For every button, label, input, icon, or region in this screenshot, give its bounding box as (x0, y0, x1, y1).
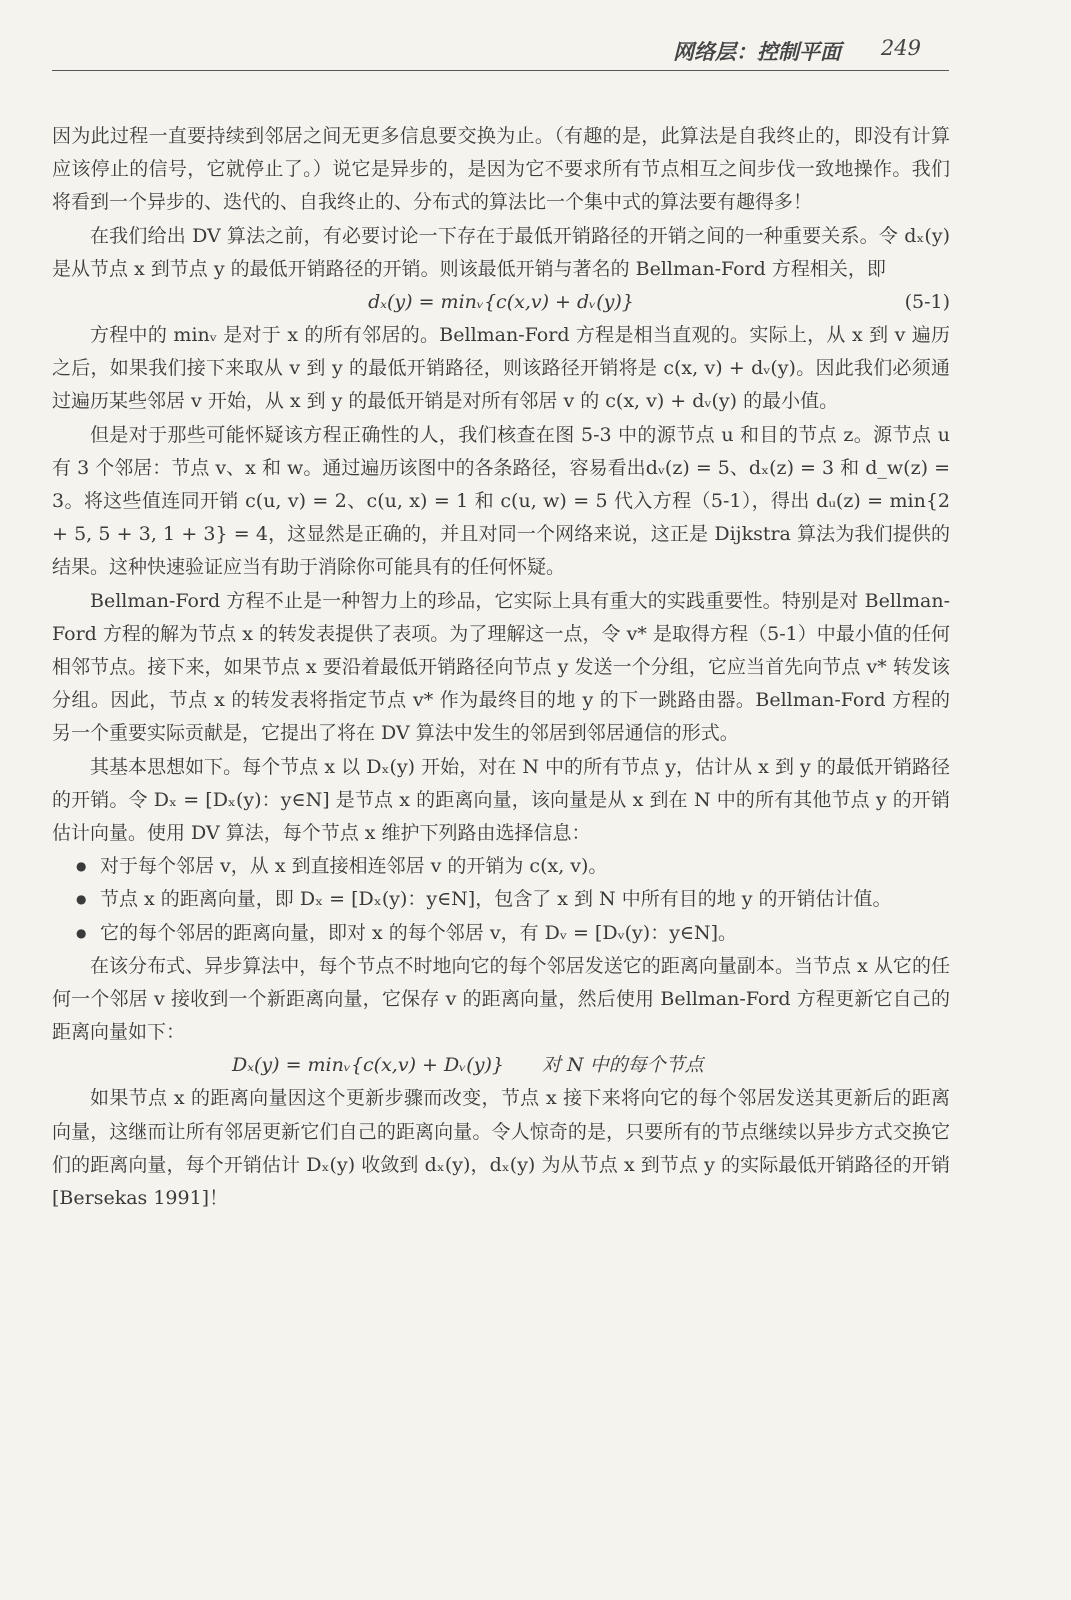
equation-number: (5-1) (904, 291, 950, 314)
update-equation: Dₓ(y) = minᵥ{c(x,v) + Dᵥ(y)} 对 N 中的每个节点 (232, 1054, 704, 1077)
equation-text: dₓ(y) = minᵥ{c(x,v) + dᵥ(y)} (368, 291, 634, 314)
paragraph: 因为此过程一直要持续到邻居之间无更多信息要交换为止。（有趣的是，此算法是自我终止的，即没有计算应该停止的信号，它就停止了。）说它是异步的，是因为它不要求所有节点相互之间步伐一致地操作。我们将看到一个异步的、迭代的、自我终止的、分布式的算法比一个集中式的算法要有趣得多！ (52, 125, 950, 214)
list-item: ● 它的每个邻居的距离向量，即对 x 的每个邻居 v，有 Dᵥ = [Dᵥ(y)：y∈N]。 (100, 917, 950, 950)
list-item: ● 节点 x 的距离向量，即 Dₓ = [Dₓ(y)：y∈N]，包含了 x 到 N 中所有目的地 y 的开销估计值。 (100, 883, 950, 916)
paragraph: 如果节点 x 的距离向量因这个更新步骤而改变，节点 x 接下来将向它的每个邻居发送其更新后的距离向量，这继而让所有邻居更新它们自己的距离向量。令人惊奇的是，只要所有的节点继续以异步方式交换它们的距离向量，每个开销估计 Dₓ(y) 收敛到 dₓ(y)，dₓ(y) 为从节点 x 到节点 y 的实际最低开销路径的开销 [Bersekas 1991]！ (52, 1087, 950, 1210)
paragraph: Bellman-Ford 方程不止是一种智力上的珍品，它实际上具有重大的实践重要性。特别是对 Bellman-Ford 方程的解为节点 x 的转发表提供了表项。为了理解这一点，令 v* 是取得方程（5-1）中最小值的任何相邻节点。接下来，如果节点 x 要沿着最低开销路径向节点 y 发送一个分组，它应当首先向节点 v* 转发该分组。因此，节点 x 的转发表将指定节点 v* 作为最终目的地 y 的下一跳路由器。Bellman-Ford 方程的另一个重要实际贡献是，它提出了将在 DV 算法中发生的邻居到邻居通信的形式。 (52, 589, 950, 745)
page-number: 249 (880, 36, 921, 60)
paragraph: 在该分布式、异步算法中，每个节点不时地向它的每个邻居发送它的距离向量副本。当节点 x 从它的任何一个邻居 v 接收到一个新距离向量，它保存 v 的距离向量，然后使用 Bellman-Ford 方程更新它自己的距离向量如下： (52, 954, 950, 1044)
paragraph: 其基本思想如下。每个节点 x 以 Dₓ(y) 开始，对在 N 中的所有节点 y，估计从 x 到 y 的最低开销路径的开销。令 Dₓ = [Dₓ(y)：y∈N] 是节点 x 的距离向量，该向量是从 x 到在 N 中的所有其他节点 y 的开销估计向量。使用 DV 算法，每个节点 x 维护下列路由选择信息： (52, 755, 950, 845)
equation-5-1 (52, 286, 950, 319)
routing-info-list (52, 850, 950, 950)
chapter-title: 网络层：控制平面 (673, 39, 841, 64)
running-header (52, 30, 949, 71)
paragraph: 但是对于那些可能怀疑该方程正确性的人，我们核查在图 5-3 中的源节点 u 和目的节点 z。源节点 u 有 3 个邻居：节点 v、x 和 w。通过遍历该图中的各条路径，容易看出dᵥ(z) = 5、dₓ(z) = 3 和 d_w(z) = 3。将这些值连同开销 c(u, v) = 2、c(u, x) = 1 和 c(u, w) = 5 代入方程（5-1），得出 dᵤ(z) = min{2 + 5, 5 + 3, 1 + 3} = 4，这显然是正确的，并且对同一个网络来说，这正是 Dijkstra 算法为我们提供的结果。这种快速验证应当有助于消除你可能具有的任何怀疑。 (52, 423, 950, 579)
paragraph: 方程中的 minᵥ 是对于 x 的所有邻居的。Bellman-Ford 方程是相当直观的。实际上，从 x 到 v 遍历之后，如果我们接下来取从 v 到 y 的最低开销路径，则该路径开销将是 c(x, v) + dᵥ(y)。因此我们必须通过遍历某些邻居 v 开始，从 x 到 y 的最低开销是对所有邻居 v 的 c(x, v) + dᵥ(y) 的最小值。 (52, 324, 950, 413)
list-item: ● 对于每个邻居 v，从 x 到直接相连邻居 v 的开销为 c(x, v)。 (100, 850, 950, 883)
page-body (52, 120, 950, 1215)
paragraph: 在我们给出 DV 算法之前，有必要讨论一下存在于最低开销路径的开销之间的一种重要关系。令 dₓ(y) 是从节点 x 到节点 y 的最低开销路径的开销。则该最低开销与著名的 Bellman-Ford 方程相关，即 (52, 224, 950, 280)
